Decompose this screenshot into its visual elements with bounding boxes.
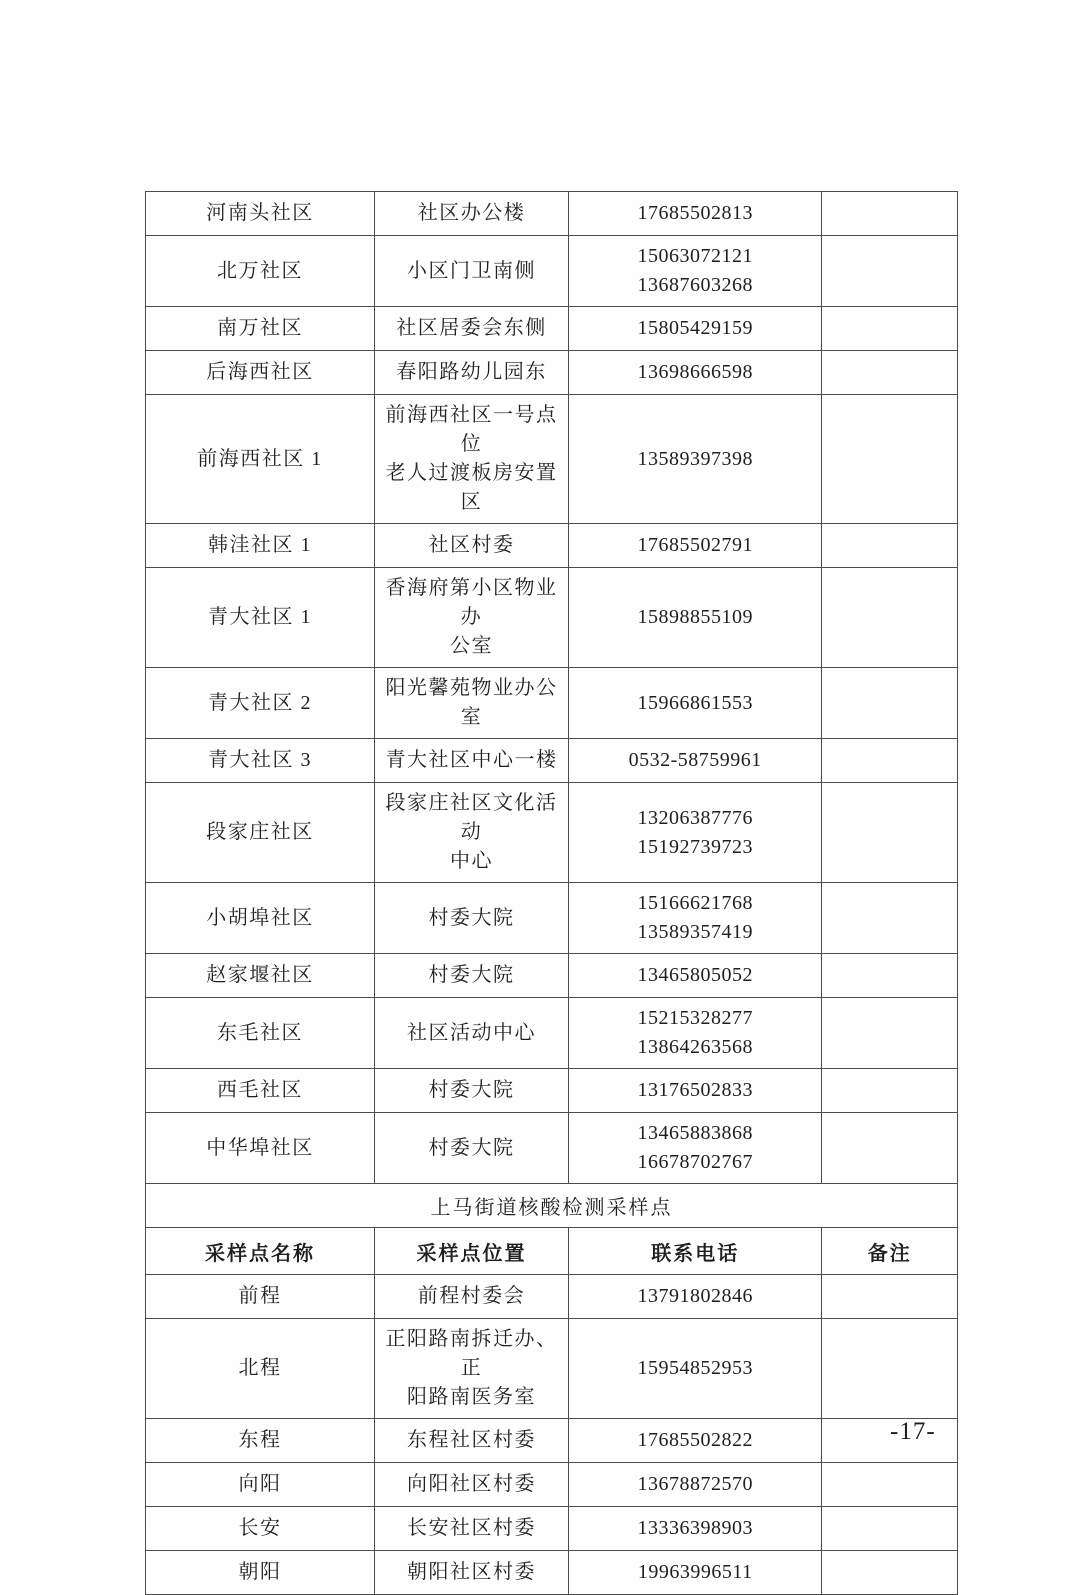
cell-text-line: 赵家堰社区 [206, 964, 314, 986]
table-row [146, 1507, 958, 1551]
cell-text-line: 村委大院 [428, 1079, 515, 1101]
phone-cell [569, 192, 822, 236]
cell-text-line: 17685502822 [637, 1429, 753, 1451]
table-row [146, 1419, 958, 1463]
cell-text-line: 东毛社区 [216, 1021, 303, 1044]
phone-cell [569, 1069, 822, 1113]
site-name-cell [146, 668, 375, 739]
remark-cell [822, 307, 958, 351]
cell-text-line: 老人过渡板房安置区 [385, 462, 558, 513]
remark-cell [822, 1069, 958, 1113]
table-row [146, 998, 958, 1069]
site-name-cell [146, 1551, 375, 1595]
cell-text-line: 前程 [238, 1285, 282, 1307]
cell-text-line: 中华埠社区 [206, 1136, 314, 1159]
site-location-cell [374, 998, 568, 1069]
section-title-row [146, 1184, 958, 1228]
site-name-cell [146, 954, 375, 998]
site-location-cell [374, 1551, 568, 1595]
phone-cell [569, 524, 822, 568]
site-location-cell [374, 954, 568, 998]
table-continuation-body [146, 192, 958, 1184]
cell-text-line: 村委大院 [428, 964, 515, 986]
cell-text-line: 前程村委会 [417, 1285, 526, 1307]
column-header-remark: 备注 [822, 1228, 958, 1275]
remark-cell [822, 883, 958, 954]
remark-cell [822, 395, 958, 524]
phone-cell [569, 783, 822, 883]
cell-text-line: 19963996511 [637, 1561, 753, 1583]
table-row [146, 1319, 958, 1419]
cell-text-line: 15954852953 [637, 1357, 753, 1379]
table-row [146, 883, 958, 954]
site-name-cell [146, 883, 375, 954]
remark-cell [822, 1463, 958, 1507]
site-location-cell [374, 1275, 568, 1319]
cell-text-line: 河南头社区 [206, 202, 314, 224]
cell-text-line: 长安 [238, 1517, 282, 1539]
phone-cell [569, 395, 822, 524]
sampling-points-table [145, 191, 958, 1595]
cell-text-line: 15966861553 [637, 691, 753, 714]
cell-text-line: 南万社区 [216, 317, 303, 339]
cell-text-line: 青大社区 3 [207, 749, 312, 771]
cell-text-line: 向阳社区村委 [407, 1473, 536, 1495]
phone-cell [569, 568, 822, 668]
shangma-section [146, 1184, 958, 1275]
cell-text-line: 15805429159 [637, 317, 753, 339]
site-name-cell [146, 739, 375, 783]
cell-text-line: 香海府第小区物业办 [385, 577, 558, 628]
page-number: -17- [890, 1418, 936, 1445]
table-row [146, 1113, 958, 1184]
phone-cell [569, 668, 822, 739]
cell-text-line: 0532-58759961 [628, 749, 762, 771]
cell-text-line: 15192739723 [637, 835, 753, 858]
phone-cell [569, 1463, 822, 1507]
site-name-cell [146, 1507, 375, 1551]
site-location-cell [374, 1069, 568, 1113]
cell-text-line: 北万社区 [216, 259, 303, 282]
cell-text-line: 13589357419 [637, 921, 753, 943]
site-location-cell [374, 883, 568, 954]
table-row [146, 568, 958, 668]
site-location-cell [374, 1463, 568, 1507]
cell-text-line: 13678872570 [637, 1473, 753, 1495]
phone-cell [569, 1419, 822, 1463]
cell-text-line: 青大社区 1 [207, 606, 312, 628]
cell-text-line: 后海西社区 [206, 361, 314, 383]
column-header-site-name: 采样点名称 [146, 1228, 375, 1275]
table-row [146, 351, 958, 395]
cell-text-line: 中心 [450, 850, 493, 872]
cell-text-line: 13465805052 [637, 964, 753, 986]
phone-cell [569, 236, 822, 307]
table-row [146, 1463, 958, 1507]
cell-text-line: 13698666598 [637, 361, 753, 383]
site-name-cell [146, 395, 375, 524]
cell-text-line: 前海西社区 1 [197, 447, 323, 470]
cell-text-line: 村委大院 [428, 1136, 515, 1159]
table-row [146, 1275, 958, 1319]
site-name-cell [146, 998, 375, 1069]
cell-text-line: 小区门卫南侧 [407, 259, 536, 282]
cell-text-line: 15166621768 [637, 892, 753, 914]
section-title: 上马街道核酸检测采样点 [146, 1184, 958, 1228]
cell-text-line: 阳路南医务室 [407, 1386, 536, 1408]
site-name-cell [146, 1069, 375, 1113]
cell-text-line: 朝阳社区村委 [407, 1561, 536, 1583]
table-row [146, 1069, 958, 1113]
phone-cell [569, 1507, 822, 1551]
cell-text-line: 朝阳 [238, 1561, 282, 1583]
phone-cell [569, 1275, 822, 1319]
cell-text-line: 公室 [450, 635, 493, 657]
remark-cell [822, 1275, 958, 1319]
cell-text-line: 向阳 [238, 1473, 282, 1495]
cell-text-line: 13465883868 [637, 1122, 753, 1144]
table-row [146, 668, 958, 739]
remark-cell [822, 192, 958, 236]
table-row [146, 236, 958, 307]
remark-cell [822, 236, 958, 307]
column-header-phone: 联系电话 [569, 1228, 822, 1275]
site-name-cell [146, 783, 375, 883]
site-name-cell [146, 1419, 375, 1463]
site-location-cell [374, 1113, 568, 1184]
table-row [146, 739, 958, 783]
remark-cell [822, 1113, 958, 1184]
phone-cell [569, 1113, 822, 1184]
site-location-cell [374, 192, 568, 236]
phone-cell [569, 883, 822, 954]
site-name-cell [146, 1319, 375, 1419]
site-name-cell [146, 1463, 375, 1507]
remark-cell [822, 668, 958, 739]
cell-text-line: 15215328277 [637, 1007, 753, 1029]
cell-text-line: 15063072121 [637, 245, 753, 267]
site-location-cell [374, 1319, 568, 1419]
remark-cell [822, 954, 958, 998]
phone-cell [569, 1551, 822, 1595]
cell-text-line: 13336398903 [637, 1517, 753, 1539]
cell-text-line: 社区村委 [428, 534, 515, 556]
cell-text-line: 13791802846 [637, 1285, 753, 1307]
remark-cell [822, 1507, 958, 1551]
shangma-rows-body [146, 1275, 958, 1595]
cell-text-line: 东程社区村委 [407, 1429, 536, 1451]
cell-text-line: 13176502833 [637, 1079, 753, 1101]
cell-text-line: 韩洼社区 1 [207, 534, 312, 556]
cell-text-line: 社区居委会东侧 [396, 317, 547, 339]
site-location-cell [374, 783, 568, 883]
site-location-cell [374, 307, 568, 351]
cell-text-line: 16678702767 [637, 1151, 753, 1173]
remark-cell [822, 568, 958, 668]
site-name-cell [146, 351, 375, 395]
table-row [146, 1551, 958, 1595]
cell-text-line: 青大社区 2 [207, 691, 312, 714]
table-row [146, 783, 958, 883]
site-name-cell [146, 192, 375, 236]
cell-text-line: 小胡埠社区 [206, 906, 314, 929]
cell-text-line: 段家庄社区文化活动 [385, 792, 558, 843]
cell-text-line: 社区活动中心 [407, 1021, 536, 1044]
cell-text-line: 段家庄社区 [206, 821, 314, 843]
phone-cell [569, 998, 822, 1069]
column-header-row [146, 1228, 958, 1275]
cell-text-line: 阳光馨苑物业办公室 [385, 677, 558, 728]
cell-text-line: 青大社区中心一楼 [385, 749, 558, 771]
cell-text-line: 13864263568 [637, 1036, 753, 1058]
site-location-cell [374, 668, 568, 739]
site-name-cell [146, 1113, 375, 1184]
cell-text-line: 东程 [238, 1429, 282, 1451]
cell-text-line: 西毛社区 [216, 1079, 303, 1101]
site-location-cell [374, 1419, 568, 1463]
phone-cell [569, 351, 822, 395]
cell-text-line: 15898855109 [637, 606, 753, 628]
cell-text-line: 17685502791 [637, 534, 753, 556]
cell-text-line: 村委大院 [428, 906, 515, 929]
cell-text-line: 正阳路南拆迁办、正 [385, 1328, 558, 1379]
site-name-cell [146, 524, 375, 568]
remark-cell [822, 1551, 958, 1595]
site-location-cell [374, 1507, 568, 1551]
remark-cell [822, 1319, 958, 1419]
table-row [146, 192, 958, 236]
cell-text-line: 春阳路幼儿园东 [396, 361, 547, 383]
site-location-cell [374, 568, 568, 668]
table-row [146, 524, 958, 568]
remark-cell [822, 739, 958, 783]
cell-text-line: 社区办公楼 [417, 202, 526, 224]
cell-text-line: 17685502813 [637, 202, 753, 224]
phone-cell [569, 307, 822, 351]
remark-cell [822, 524, 958, 568]
column-header-location: 采样点位置 [374, 1228, 568, 1275]
cell-text-line: 13589397398 [637, 447, 753, 470]
cell-text-line: 13687603268 [637, 274, 753, 296]
table-row [146, 307, 958, 351]
site-name-cell [146, 568, 375, 668]
site-location-cell [374, 351, 568, 395]
site-name-cell [146, 236, 375, 307]
remark-cell [822, 998, 958, 1069]
site-location-cell [374, 739, 568, 783]
site-name-cell [146, 307, 375, 351]
site-location-cell [374, 395, 568, 524]
table-row [146, 954, 958, 998]
site-location-cell [374, 524, 568, 568]
phone-cell [569, 1319, 822, 1419]
cell-text-line: 长安社区村委 [407, 1517, 536, 1539]
remark-cell [822, 351, 958, 395]
cell-text-line: 13206387776 [637, 806, 753, 829]
site-name-cell [146, 1275, 375, 1319]
phone-cell [569, 739, 822, 783]
phone-cell [569, 954, 822, 998]
cell-text-line: 前海西社区一号点位 [385, 404, 558, 455]
table-row [146, 395, 958, 524]
remark-cell [822, 783, 958, 883]
cell-text-line: 北程 [238, 1357, 282, 1379]
site-location-cell [374, 236, 568, 307]
